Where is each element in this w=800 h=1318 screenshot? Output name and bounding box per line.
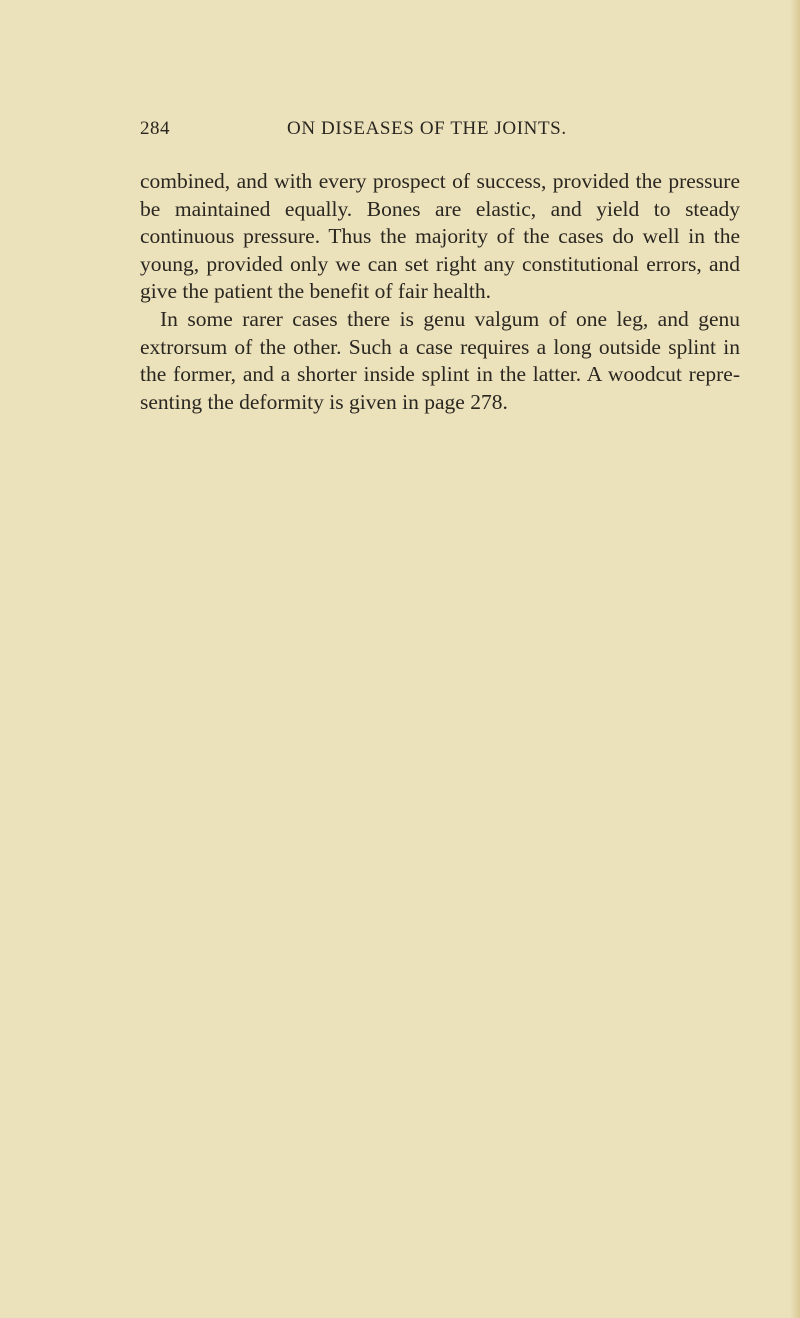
body-text <box>140 168 740 416</box>
page-number: 284 <box>140 118 170 139</box>
page-edge-shadow <box>790 0 800 1318</box>
paragraph-1: combined, and with every prospect of success, provided the pressure be maintained equally. Bones are elastic, and yield to steady continuous pressure. Thus the majority of the cases do well in the young, provided only we can set right any constitutional errors, and give the patient the benefit of fair health. <box>140 169 740 304</box>
running-head <box>140 118 740 148</box>
paragraph-2: In some rarer cases there is genu valgum of one leg, and genu extrorsum of the other. Such a case requires a long outside splint in the former, and a shorter inside splint in the latter. A woodcut repre-senting the deformity is given in page 278. <box>140 306 740 414</box>
running-head-title: ON DISEASES OF THE JOINTS. <box>287 118 567 139</box>
